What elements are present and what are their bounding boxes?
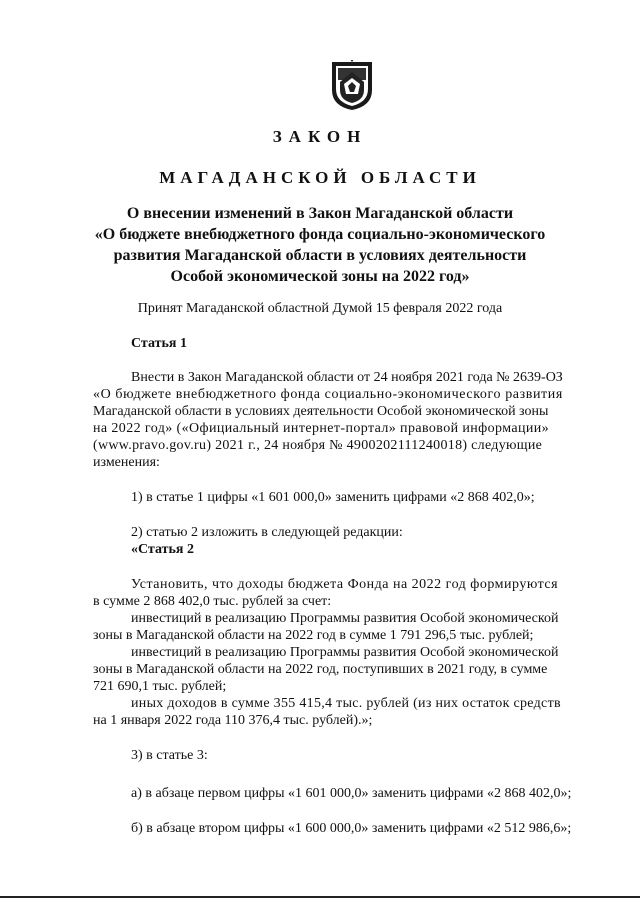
document-title-line: Особой экономической зоны на 2022 год» xyxy=(170,268,470,285)
paragraph-line: «О бюджете внебюджетного фонда социально-экономического развития xyxy=(93,387,563,402)
paragraph-line: на 1 января 2022 года 110 376,4 тыс. рублей).»; xyxy=(93,713,373,728)
paragraph-line: в сумме 2 868 402,0 тыс. рублей за счет: xyxy=(93,594,332,609)
article-2-heading: «Статья 2 xyxy=(131,542,194,557)
region-title: МАГАДАНСКОЙ ОБЛАСТИ xyxy=(159,168,481,187)
paragraph-line: на 2022 год» («Официальный интернет-портал» правовой информации» xyxy=(93,421,550,436)
paragraph-line: инвестиций в реализацию Программы развития Особой экономической xyxy=(131,645,559,660)
paragraph-line: Магаданской области в условиях деятельности Особой экономической зоны xyxy=(93,404,549,419)
document-title-line: О внесении изменений в Закон Магаданской области xyxy=(126,205,514,222)
law-title: ЗАКОН xyxy=(272,127,368,146)
document-title-line: развития Магаданской области в условиях деятельности xyxy=(113,247,527,264)
paragraph-line: (www.pravo.gov.ru) 2021 г., 24 ноября № 4900202111240018) следующие xyxy=(93,438,543,453)
paragraph-line: Установить, что доходы бюджета Фонда на 2022 год формируются xyxy=(131,577,559,592)
paragraph-line: 721 690,1 тыс. рублей; xyxy=(93,679,227,694)
paragraph-line: инвестиций в реализацию Программы развития Особой экономической xyxy=(131,611,559,626)
paragraph-line: зоны в Магаданской области на 2022 год, поступивших в 2021 году, в сумме xyxy=(93,662,548,677)
paragraph-line: изменения: xyxy=(93,455,160,470)
magadan-coat-of-arms-icon xyxy=(330,60,374,112)
article-1-heading: Статья 1 xyxy=(131,336,187,351)
page-bottom-rule xyxy=(0,896,640,898)
list-item: 1) в статье 1 цифры «1 601 000,0» заменить цифрами «2 868 402,0»; xyxy=(131,490,535,505)
paragraph-line: Внести в Закон Магаданской области от 24 ноября 2021 года № 2639-ОЗ xyxy=(131,370,563,385)
list-item: а) в абзаце первом цифры «1 601 000,0» заменить цифрами «2 868 402,0»; xyxy=(131,786,572,801)
adoption-line: Принят Магаданской областной Думой 15 февраля 2022 года xyxy=(137,301,503,316)
list-item: 3) в статье 3: xyxy=(131,748,208,763)
list-item: б) в абзаце втором цифры «1 600 000,0» заменить цифрами «2 512 986,6»; xyxy=(131,821,572,836)
document-title-line: «О бюджете внебюджетного фонда социально-экономического xyxy=(94,226,546,243)
paragraph-line: зоны в Магаданской области на 2022 год в сумме 1 791 296,5 тыс. рублей; xyxy=(93,628,534,643)
list-item: 2) статью 2 изложить в следующей редакции: xyxy=(131,525,403,540)
paragraph-line: иных доходов в сумме 355 415,4 тыс. рублей (из них остаток средств xyxy=(131,696,561,711)
